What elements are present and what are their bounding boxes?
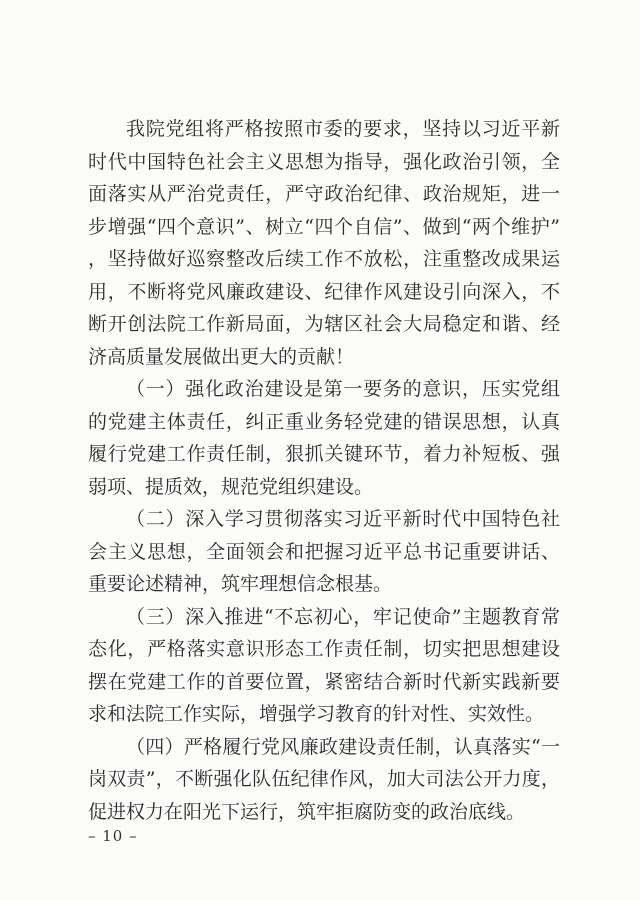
paragraph-item-2: （二）深入学习贯彻落实习近平新时代中国特色社会主义思想，全面领会和把握习近平总书记重要讲话、重要论述精神，筑牢理想信念根基。: [88, 508, 560, 595]
paragraph-item-1: （一）强化政治建设是第一要务的意识，压实党组的党建主体责任，纠正重业务轻党建的错误思想，认真履行党建工作责任制，狠抓关键环节，着力补短板、强弱项、提质效，规范党组织建设。: [88, 378, 560, 498]
paragraph-intro: 我院党组将严格按照市委的要求，坚持以习近平新时代中国特色社会主义思想为指导，强化政治引领，全面落实从严治党责任，严守政治纪律、政治规矩，进一步增强“四个意识”、树立“四个自信”、做到“两个维护”，坚持做好巡察整改后续工作不放松，注重整改成果运用，不断将党风廉政建设、纪律作风建设引向深入，不断开创法院工作新局面，为辖区社会大局稳定和谐、经济高质量发展做出更大的贡献！: [88, 118, 560, 368]
paragraph-item-3: （三）深入推进“不忘初心，牢记使命”主题教育常态化，严格落实意识形态工作责任制，切实把思想建设摆在党建工作的首要位置，紧密结合新时代新实践新要求和法院工作实际，增强学习教育的针对性、实效性。: [88, 605, 560, 725]
document-body: [88, 113, 560, 828]
paragraph-item-4: （四）严格履行党风廉政建设责任制，认真落实“一岗双责”，不断强化队伍纪律作风，加大司法公开力度，促进权力在阳光下运行，筑牢拒腐防变的政治底线。: [88, 735, 560, 823]
page-number: – 10 –: [88, 827, 138, 845]
